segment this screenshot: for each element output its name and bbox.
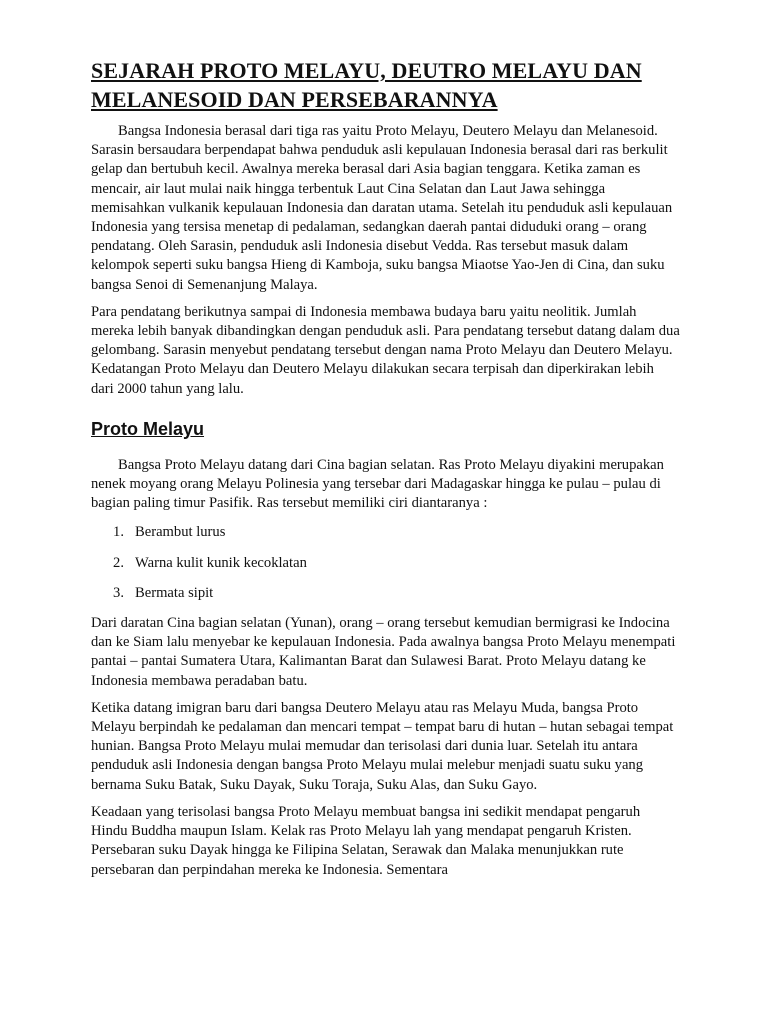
section-intro-paragraph: Bangsa Proto Melayu datang dari Cina bagian selatan. Ras Proto Melayu diyakini merupakan nenek moyang orang Melayu Polinesia yang tersebar dari Madagaskar hingga ke pulau – pulau di bagian paling timur Pasifik. Ras tersebut memiliki ciri diantaranya : xyxy=(91,456,664,512)
traits-list xyxy=(91,523,680,603)
body-paragraph-migration: Dari daratan Cina bagian selatan (Yunan), orang – orang tersebut kemudian bermigrasi ke Indocina dan ke Siam lalu menyebar ke kepulauan Indonesia. Pada awalnya bangsa Proto Melayu menempati pantai – pantai Sumatera Utara, Kalimantan Barat dan Sulawesi Barat. Proto Melayu datang ke Indonesia membawa peradaban batu. xyxy=(91,615,676,689)
list-item-text: Warna kulit kunik kecoklatan xyxy=(135,554,307,571)
title-line-1: SEJARAH PROTO MELAYU, DEUTRO MELAYU DAN xyxy=(91,58,642,83)
section-heading-proto-melayu: Proto Melayu xyxy=(91,418,205,439)
document-title xyxy=(91,56,680,114)
title-line-2: MELANESOID DAN PERSEBARANNYA xyxy=(91,87,498,112)
body-paragraph-deutero: Ketika datang imigran baru dari bangsa Deutero Melayu atau ras Melayu Muda, bangsa Proto Melayu berpindah ke pedalaman dan mencari tempat – tempat baru di hutan – hutan sebagai tempat hunian. Bangsa Proto Melayu mulai memudar dan terisolasi dari dunia luar. Setelah itu antara penduduk asli Indonesia dengan bangsa Proto Melayu mulai melebur menjadi suatu suku yang bernama Suku Batak, Suku Dayak, Suku Toraja, Suku Alas, dan Suku Gayo. xyxy=(91,699,674,793)
intro-paragraph-1: Bangsa Indonesia berasal dari tiga ras yaitu Proto Melayu, Deutero Melayu dan Melanesoid. Sarasin bersaudara berpendapat bahwa penduduk asli kepulauan Indonesia berasal dari ras berkulit gelap dan bertubuh kecil. Awalnya mereka berasal dari Asia bagian tenggara. Ketika zaman es mencair, air laut mulai naik hingga terbentuk Laut Cina Selatan dan Laut Jawa sehingga memisahkan vulkanik kepulauan Indonesia dan daratan utama. Setelah itu penduduk asli kepulauan Indonesia yang tersisa menetap di pedalaman, sedangkan daerah pantai diduduki orang – orang pendatang. Oleh Sarasin, penduduk asli Indonesia disebut Vedda. Ras tersebut masuk dalam kelompok seperti suku bangsa Hieng di Kamboja, suku bangsa Miaotse Yao-Jen di Cina, dan suku bangsa Senoi di Semenanjung Malaya. xyxy=(91,123,673,293)
list-item-number: 1. xyxy=(113,524,124,541)
list-item-number: 3. xyxy=(113,584,124,601)
intro-paragraph-2: Para pendatang berikutnya sampai di Indonesia membawa budaya baru yaitu neolitik. Jumlah mereka lebih banyak dibandingkan dengan penduduk asli. Para pendatang tersebut datang dalam dua gelombang. Sarasin menyebut pendatang tersebut dengan nama Proto Melayu dan Deutero Melayu. Kedatangan Proto Melayu dan Deutero Melayu dilakukan secara terpisah dan diperkirakan lebih dari 2000 tahun yang lalu. xyxy=(91,303,680,397)
list-item xyxy=(91,523,680,542)
list-item xyxy=(91,584,680,603)
list-item-text: Bermata sipit xyxy=(135,584,214,601)
body-paragraph-isolation: Keadaan yang terisolasi bangsa Proto Melayu membuat bangsa ini sedikit mendapat pengaruh Hindu Buddha maupun Islam. Kelak ras Proto Melayu lah yang mendapat pengaruh Kristen. Persebaran suku Dayak hingga ke Filipina Selatan, Serawak dan Malaka menunjukkan rute persebaran dan perpindahan mereka ke Indonesia. Sementara xyxy=(91,803,641,878)
list-item-text: Berambut lurus xyxy=(135,524,226,541)
list-item-number: 2. xyxy=(113,554,124,571)
list-item xyxy=(91,554,680,573)
